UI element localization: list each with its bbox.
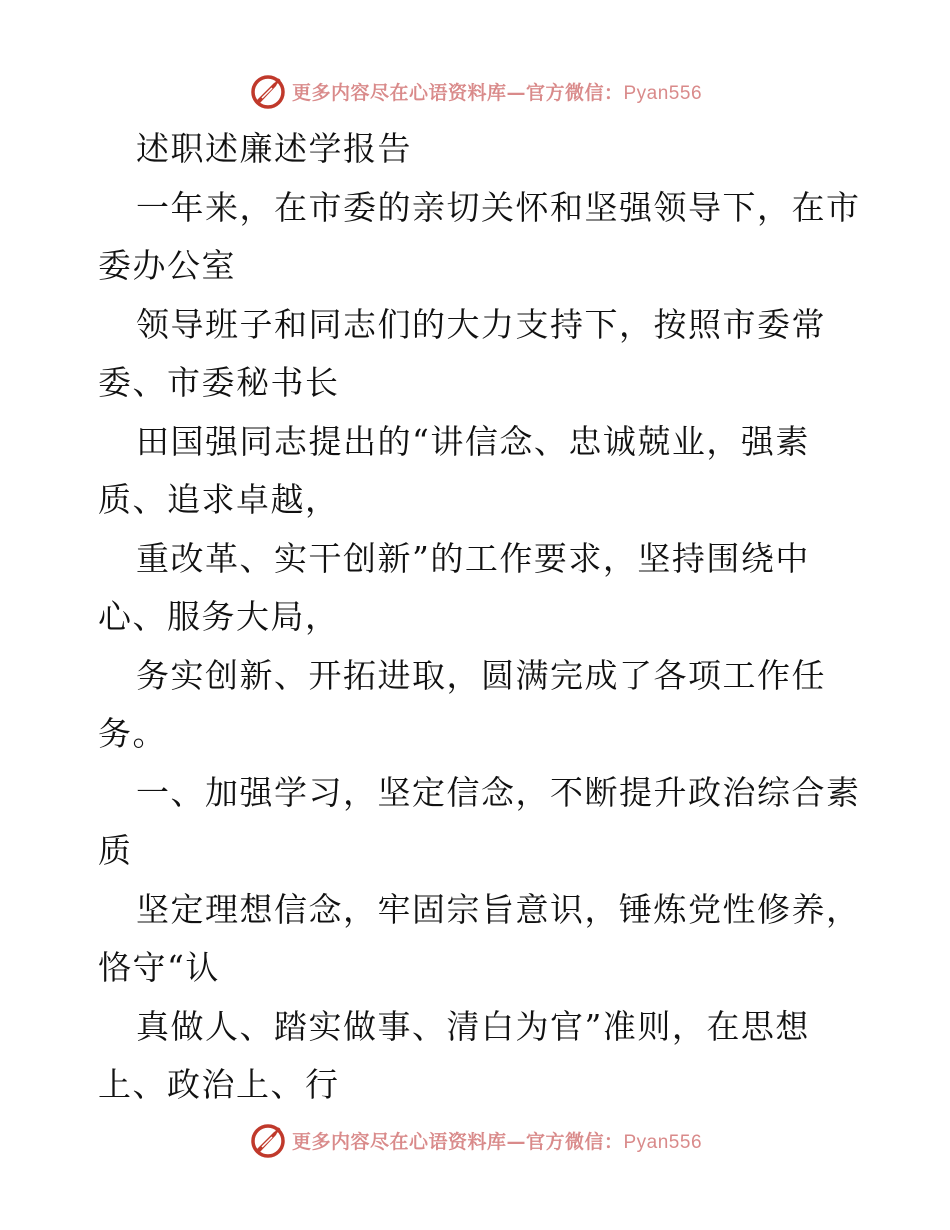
paragraph-line: 重改革、实干创新”的工作要求，坚持围绕中: [136, 538, 810, 578]
pen-logo-icon: [248, 1120, 288, 1160]
watermark-text: 更多内容尽在心语资料库—官方微信：Pyan556: [291, 1130, 703, 1153]
watermark-header: [0, 69, 950, 113]
document-title: 述职述廉述学报告: [136, 129, 412, 168]
paragraph-line: 委办公室: [98, 246, 236, 285]
watermark-text: 更多内容尽在心语资料库—官方微信：Pyan556: [291, 81, 703, 104]
paragraph-line: 质: [98, 831, 133, 870]
paragraph-line: 一、加强学习，坚定信念，不断提升政治综合素: [136, 772, 861, 812]
paragraph-line: 真做人、踏实做事、清白为官”准则，在思想: [136, 1006, 810, 1046]
paragraph-line: 恪守“认: [98, 948, 220, 987]
watermark-footer: [0, 1118, 950, 1162]
paragraph-line: 务实创新、开拓进取，圆满完成了各项工作任: [136, 655, 826, 695]
paragraph-line: 坚定理想信念，牢固宗旨意识，锤炼党性修养，: [136, 889, 861, 929]
paragraph-line: 心、服务大局，: [98, 597, 340, 636]
paragraph-line: 委、市委秘书长: [98, 363, 340, 402]
paragraph-line: 田国强同志提出的“讲信念、忠诚兢业，强素: [136, 421, 810, 461]
document-body: [98, 120, 861, 1115]
paragraph-line: 质、追求卓越，: [98, 480, 340, 519]
paragraph-line: 一年来，在市委的亲切关怀和坚强领导下，在市: [136, 187, 861, 227]
paragraph-line: 上、政治上、行: [98, 1065, 340, 1104]
paragraph-line: 务。: [98, 714, 167, 753]
pen-logo-icon: [248, 71, 288, 111]
paragraph-line: 领导班子和同志们的大力支持下，按照市委常: [136, 304, 826, 344]
